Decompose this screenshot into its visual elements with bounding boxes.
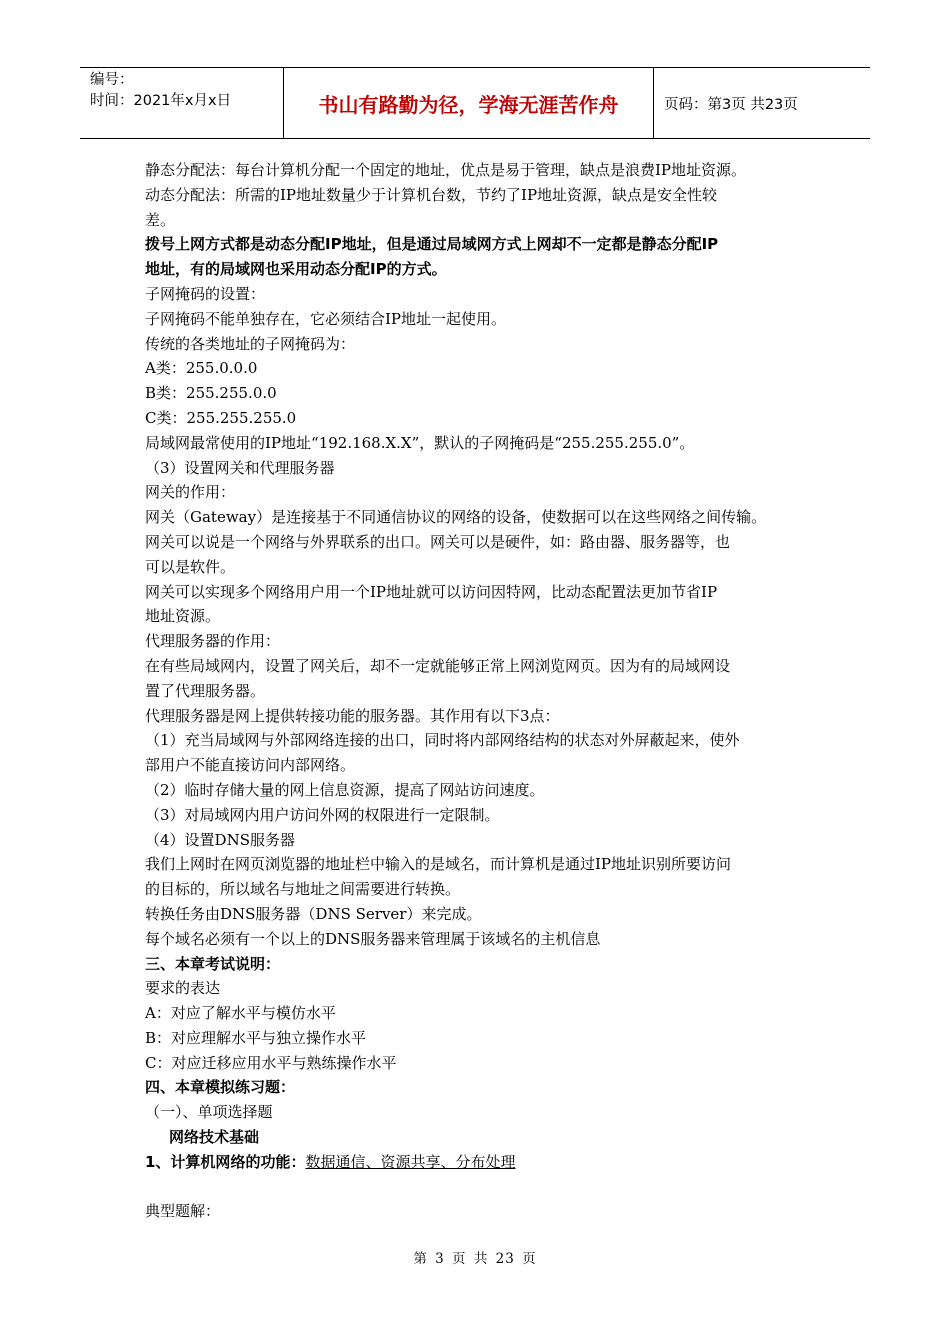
paragraph-line: （1）充当局域网与外部网络连接的出口，同时将内部网络结构的状态对外屏蔽起来，使外 (145, 731, 740, 750)
paragraph-line: 转换任务由DNS服务器（DNS Server）来完成。 (145, 904, 482, 923)
header-meta (80, 68, 283, 138)
question-line (145, 1150, 825, 1175)
paragraph-line: 子网掩码的设置： (145, 284, 266, 303)
question-stem: 1、计算机网络的功能： (145, 1152, 306, 1171)
paragraph-line: 地址资源。 (145, 607, 221, 626)
paragraph-line: 网关可以说是一个网络与外界联系的出口。网关可以是硬件，如：路由器、服务器等，也 (145, 532, 731, 551)
page-footer (0, 1247, 950, 1267)
page-header (80, 67, 870, 139)
header-page-info: 页码：第3页 共23页 (664, 96, 798, 113)
paragraph-line: A类：255.0.0.0 (145, 359, 258, 378)
paragraph-line: 代理服务器是网上提供转接功能的服务器。其作用有以下3点： (145, 706, 560, 725)
paragraph-line: 我们上网时在网页浏览器的地址栏中输入的是域名，而计算机是通过IP地址识别所要访问 (145, 855, 732, 874)
paragraph-line: C类：255.255.255.0 (145, 408, 297, 427)
paragraph-line: 置了代理服务器。 (145, 681, 266, 700)
question-answer: 数据通信、资源共享、分布处理 (305, 1152, 516, 1171)
document-body (145, 158, 825, 1224)
paragraph-line: 每个域名必须有一个以上的DNS服务器来管理属于该域名的主机信息 (145, 929, 601, 948)
footer-page-label: 第 (413, 1251, 428, 1267)
number-label: 编号： (90, 72, 134, 88)
paragraph-line: A：对应了解水平与模仿水平 (145, 1004, 336, 1023)
section-heading: 四、本章模拟练习题： (145, 1078, 296, 1097)
footer-page-number: 3 (435, 1251, 445, 1267)
paragraph-line: 子网掩码不能单独存在，它必须结合IP地址一起使用。 (145, 309, 507, 328)
paragraph-line: 可以是软件。 (145, 557, 236, 576)
paragraph-line: 的目标的，所以域名与地址之间需要进行转换。 (145, 880, 461, 899)
paragraph-line: （2）临时存储大量的网上信息资源，提高了网站访问速度。 (145, 780, 545, 799)
paragraph-line: 差。 (145, 210, 176, 229)
paragraph-line: 部用户不能直接访问内部网络。 (145, 756, 356, 775)
paragraph-line: 传统的各类地址的子网掩码为： (145, 334, 356, 353)
paragraph-line: （一）、单项选择题 (145, 1103, 273, 1122)
paragraph-line: （3）对局域网内用户访问外网的权限进行一定限制。 (145, 805, 500, 824)
paragraph-line: 网关的作用： (145, 483, 236, 502)
time-label: 时间：2021年x月x日 (90, 93, 232, 109)
subsection-heading: 网络技术基础 (169, 1128, 260, 1147)
paragraph-line: C：对应迁移应用水平与熟练操作水平 (145, 1053, 397, 1072)
blank-spacer (145, 1175, 825, 1200)
paragraph-line: 网关可以实现多个网络用户用一个IP地址就可以访问因特网，比动态配置法更加节省IP (145, 582, 718, 601)
footer-page-unit: 页 (452, 1251, 467, 1267)
footer-total-unit: 页 (522, 1251, 537, 1267)
paragraph-line: 典型题解： (145, 1202, 221, 1221)
paragraph-line: （3）设置网关和代理服务器 (145, 458, 335, 477)
paragraph-line: 局域网最常使用的IP地址“192.168.X.X”，默认的子网掩码是“255.255.255.0”。 (145, 433, 695, 452)
paragraph-line: （4）设置DNS服务器 (145, 830, 295, 849)
paragraph-line: 静态分配法：每台计算机分配一个固定的地址，优点是易于管理，缺点是浪费IP地址资源。 (145, 161, 747, 179)
paragraph-line: 网关（Gateway）是连接基于不同通信协议的网络的设备，使数据可以在这些网络之间传输。 (145, 508, 767, 527)
paragraph-line: 要求的表达 (145, 979, 221, 998)
header-motto: 书山有路勤为径，学海无涯苦作舟 (283, 68, 654, 138)
paragraph-line: 代理服务器的作用： (145, 632, 281, 651)
footer-total-number: 23 (495, 1251, 515, 1267)
footer-total-label: 共 (473, 1251, 489, 1267)
emphasis-line: 拨号上网方式都是动态分配IP地址，但是通过局域网方式上网却不一定都是静态分配IP (145, 235, 719, 254)
section-heading: 三、本章考试说明： (145, 954, 281, 973)
paragraph-line: 在有些局域网内，设置了网关后，却不一定就能够正常上网浏览网页。因为有的局域网设 (145, 656, 731, 675)
paragraph-line: B类：255.255.0.0 (145, 384, 277, 403)
paragraph-line: 动态分配法：所需的IP地址数量少于计算机台数，节约了IP地址资源，缺点是安全性较 (145, 185, 718, 204)
paragraph-line: B：对应理解水平与独立操作水平 (145, 1028, 367, 1047)
emphasis-line: 地址，有的局域网也采用动态分配IP的方式。 (145, 260, 447, 279)
